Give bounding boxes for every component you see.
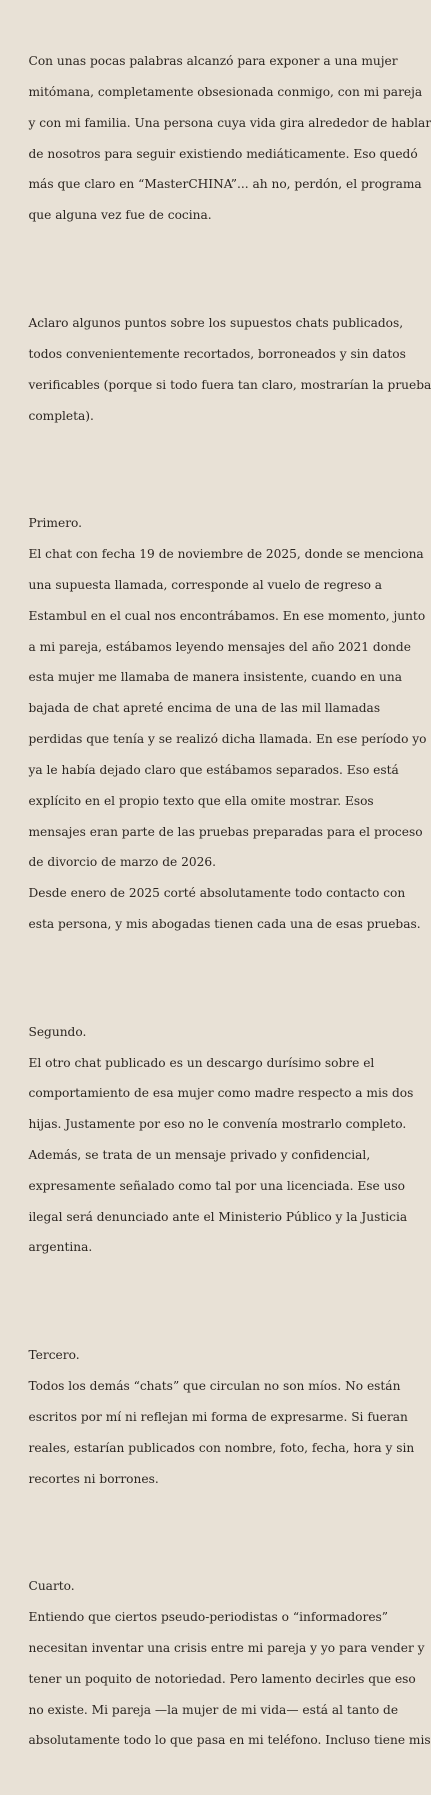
section-heading: Segundo. (29, 1025, 87, 1039)
text-line: esta persona, y mis abogadas tienen cada una de esas pruebas. (29, 917, 421, 931)
text-line: explícito en el propio texto que ella omite mostrar. Esos (29, 794, 374, 808)
text-line: perdidas que tenía y se realizó dicha llamada. En ese período yo (29, 732, 427, 746)
text-line: mensajes eran parte de las pruebas preparadas para el proceso (29, 825, 423, 839)
text-line: absolutamente todo lo que pasa en mi teléfono. Incluso tiene mis (29, 1733, 431, 1747)
text-line: que alguna vez fue de cocina. (29, 208, 212, 222)
text-line: El otro chat publicado es un descargo durísimo sobre el (29, 1056, 375, 1070)
text-line: tener un poquito de notoriedad. Pero lamento decirles que eso (29, 1672, 416, 1686)
text-line: verificables (porque si todo fuera tan claro, mostrarían la prueba (29, 378, 431, 392)
document-body (13, 8, 403, 1795)
text-line: Con unas pocas palabras alcanzó para exponer a una mujer (29, 54, 398, 68)
text-line: Todos los demás “chats” que circulan no son míos. No están (29, 1379, 401, 1393)
text-line: hijas. Justamente por eso no le convenía mostrarlo completo. (29, 1117, 407, 1131)
text-line: argentina. (29, 1240, 93, 1254)
text-line: necesitan inventar una crisis entre mi pareja y yo para vender y (29, 1641, 425, 1655)
text-line: una supuesta llamada, corresponde al vuelo de regreso a (29, 578, 383, 592)
paragraph-clarification (13, 301, 403, 440)
paragraph-fourth-point (13, 1564, 403, 1764)
text-line: ya le había dejado claro que estábamos separados. Eso está (29, 763, 399, 777)
text-line: Entiendo que ciertos pseudo-periodistas o “informadores” (29, 1610, 389, 1624)
text-line: Desde enero de 2025 corté absolutamente todo contacto con (29, 886, 406, 900)
section-heading: Cuarto. (29, 1579, 75, 1593)
text-line: El chat con fecha 19 de noviembre de 2025, donde se menciona (29, 547, 424, 561)
text-line: de nosotros para seguir existiendo mediáticamente. Eso quedó (29, 147, 418, 161)
text-line: no existe. Mi pareja —la mujer de mi vida— está al tanto de (29, 1703, 399, 1717)
paragraph-intro (13, 39, 403, 239)
text-line: Estambul en el cual nos encontrábamos. En ese momento, junto (29, 609, 426, 623)
text-line: esta mujer me llamaba de manera insistente, cuando en una (29, 670, 403, 684)
text-line: completa). (29, 409, 94, 423)
text-line: recortes ni borrones. (29, 1472, 159, 1486)
section-heading: Tercero. (29, 1348, 80, 1362)
text-line: y con mi familia. Una persona cuya vida gira alrededor de hablar (29, 116, 431, 130)
text-line: todos convenientemente recortados, borroneados y sin datos (29, 347, 406, 361)
paragraph-first-point (13, 501, 403, 948)
text-line: reales, estarían publicados con nombre, foto, fecha, hora y sin (29, 1441, 415, 1455)
text-line: comportamiento de esa mujer como madre respecto a mis dos (29, 1086, 414, 1100)
text-line: escritos por mí ni reflejan mi forma de expresarme. Si fueran (29, 1410, 408, 1424)
text-line: bajada de chat apreté encima de una de las mil llamadas (29, 701, 381, 715)
text-line: Aclaro algunos puntos sobre los supuestos chats publicados, (29, 316, 404, 330)
text-line: ilegal será denunciado ante el Ministerio Público y la Justicia (29, 1210, 408, 1224)
text-line: mitómana, completamente obsesionada conmigo, con mi pareja (29, 85, 423, 99)
text-line: de divorcio de marzo de 2026. (29, 855, 217, 869)
text-line: Además, se trata de un mensaje privado y confidencial, (29, 1148, 371, 1162)
text-line: expresamente señalado como tal por una licenciada. Ese uso (29, 1179, 406, 1193)
paragraph-third-point (13, 1333, 403, 1502)
text-line: a mi pareja, estábamos leyendo mensajes del año 2021 donde (29, 640, 411, 654)
section-heading: Primero. (29, 516, 83, 530)
paragraph-second-point (13, 1009, 403, 1271)
text-line: más que claro en “MasterCHINA”... ah no, perdón, el programa (29, 177, 422, 191)
